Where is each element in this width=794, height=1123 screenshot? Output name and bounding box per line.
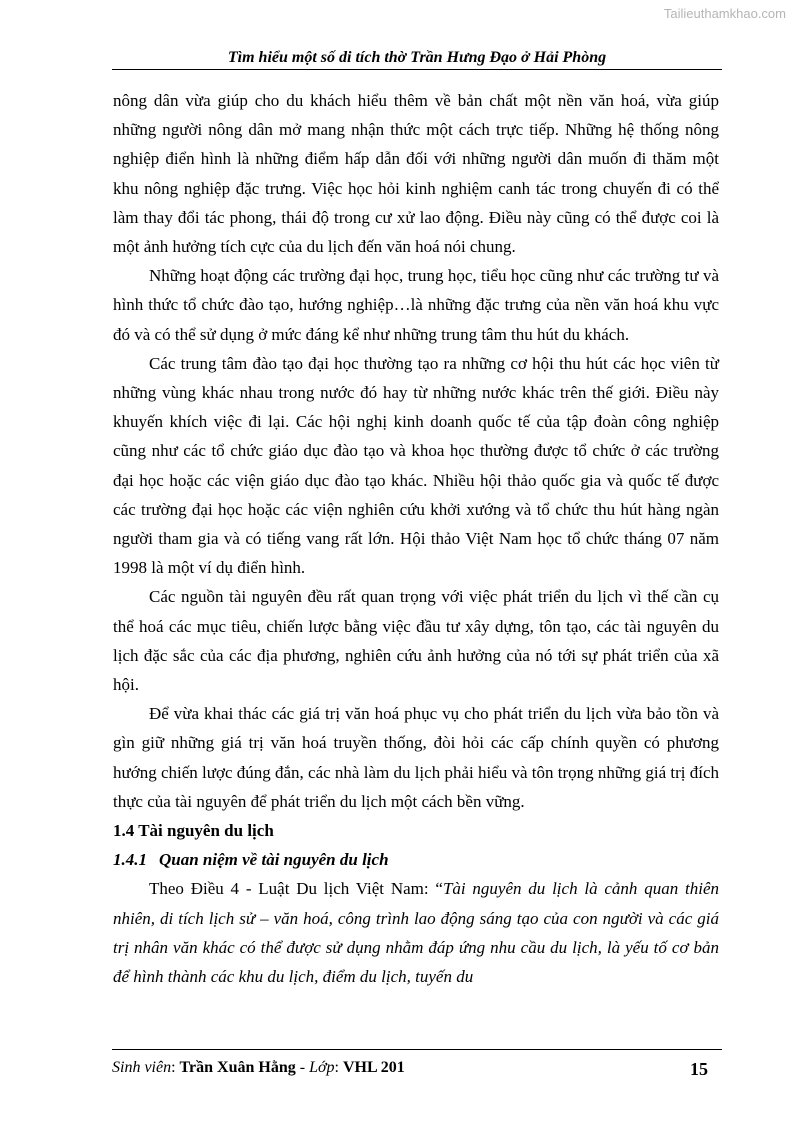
section-heading: 1.4 Tài nguyên du lịch xyxy=(113,821,274,841)
paragraph-2: Những hoạt động các trường đại học, trung học, tiểu học cũng như các trường tư và hình thức tổ chức đào tạo, hướng nghiệp…là những đặc trưng của nền văn hoá khu vực đó và có thể sử dụng ở mức đáng kể như những trung tâm thu hút du khách. xyxy=(113,266,719,344)
page-body xyxy=(113,86,719,991)
student-name: Trần Xuân Hằng xyxy=(179,1059,296,1076)
paragraph-4: Các nguồn tài nguyên đều rất quan trọng với việc phát triển du lịch vì thế cần cụ thể hoá các mục tiêu, chiến lược bằng việc đầu tư xây dựng, tôn tạo, các tài nguyên du lịch đặc sắc của các địa phương, nghiên cứu ảnh hưởng của nó tới sự phát triển của xã hội. xyxy=(113,587,719,695)
subsection-number: 1.4.1 xyxy=(113,850,147,870)
watermark: Tailieuthamkhao.com xyxy=(663,6,786,21)
subsection-title: Quan niệm về tài nguyên du lịch xyxy=(159,850,389,870)
running-header: Tìm hiểu một số di tích thờ Trần Hưng Đạo ở Hải Phòng xyxy=(227,49,607,66)
student-label: Sinh viên xyxy=(112,1059,172,1076)
footer-divider xyxy=(112,1049,722,1050)
subsection-heading xyxy=(113,845,719,874)
paragraph-6 xyxy=(113,874,719,991)
header-divider xyxy=(112,69,722,70)
page-number: 15 xyxy=(690,1059,708,1079)
page-footer: Sinh viên: Trần Xuân Hằng - Lớp: VHL 201 xyxy=(112,1059,405,1076)
class-value: VHL 201 xyxy=(342,1059,405,1076)
class-label: Lớp xyxy=(309,1059,335,1076)
paragraph-6-lead: Theo Điều 4 - Luật Du lịch Việt Nam: “ xyxy=(149,879,443,899)
paragraph-1: nông dân vừa giúp cho du khách hiểu thêm về bản chất một nền văn hoá, vừa giúp những người nông dân mở mang nhận thức một cách trực tiếp. Những hệ thống nông nghiệp điển hình là những điểm hấp dẫn đối với những người dân muốn đi thăm một khu nông nghiệp đặc trưng. Việc học hỏi kinh nghiệm canh tác trong chuyến đi có thể làm thay đổi tác phong, thái độ trong cư xử lao động. Điều này cũng có thể được coi là một ảnh hưởng tích cực của du lịch đến văn hoá nói chung. xyxy=(113,91,719,257)
paragraph-5: Để vừa khai thác các giá trị văn hoá phục vụ cho phát triển du lịch vừa bảo tồn và gìn giữ những giá trị văn hoá truyền thống, đòi hỏi các cấp chính quyền có phương hướng chiến lược đúng đắn, các nhà làm du lịch phải hiểu và tôn trọng những giá trị đích thực của tài nguyên để phát triển du lịch một cách bền vững. xyxy=(113,704,719,811)
paragraph-3: Các trung tâm đào tạo đại học thường tạo ra những cơ hội thu hút các học viên từ những vùng khác nhau trong nước đó hay từ những nước khác trên thế giới. Điều này khuyến khích việc đi lại. Các hội nghị kinh doanh quốc tế của tập đoàn công nghiệp cũng như các tổ chức giáo dục đào tạo và khoa học thường được tổ chức ở các trường đại học hoặc các viện giáo dục đào tạo khác. Nhiều hội thảo quốc gia và quốc tế được các trường đại học hoặc các viện nghiên cứu khởi xướng và tổ chức thu hút hàng ngàn người tham gia và có tiếng vang rất lớn. Hội thảo Việt Nam học tổ chức tháng 07 năm 1998 là một ví dụ điển hình. xyxy=(113,353,719,578)
paragraph-6-quote: Tài nguyên du lịch là cảnh quan thiên nhiên, di tích lịch sử – văn hoá, công trình lao động sáng tạo của con người và các giá trị nhân văn khác có thể được sử dụng nhằm đáp ứng nhu cầu du lịch, là yếu tố cơ bản để hình thành các khu du lịch, điểm du lịch, tuyến du xyxy=(113,879,719,987)
